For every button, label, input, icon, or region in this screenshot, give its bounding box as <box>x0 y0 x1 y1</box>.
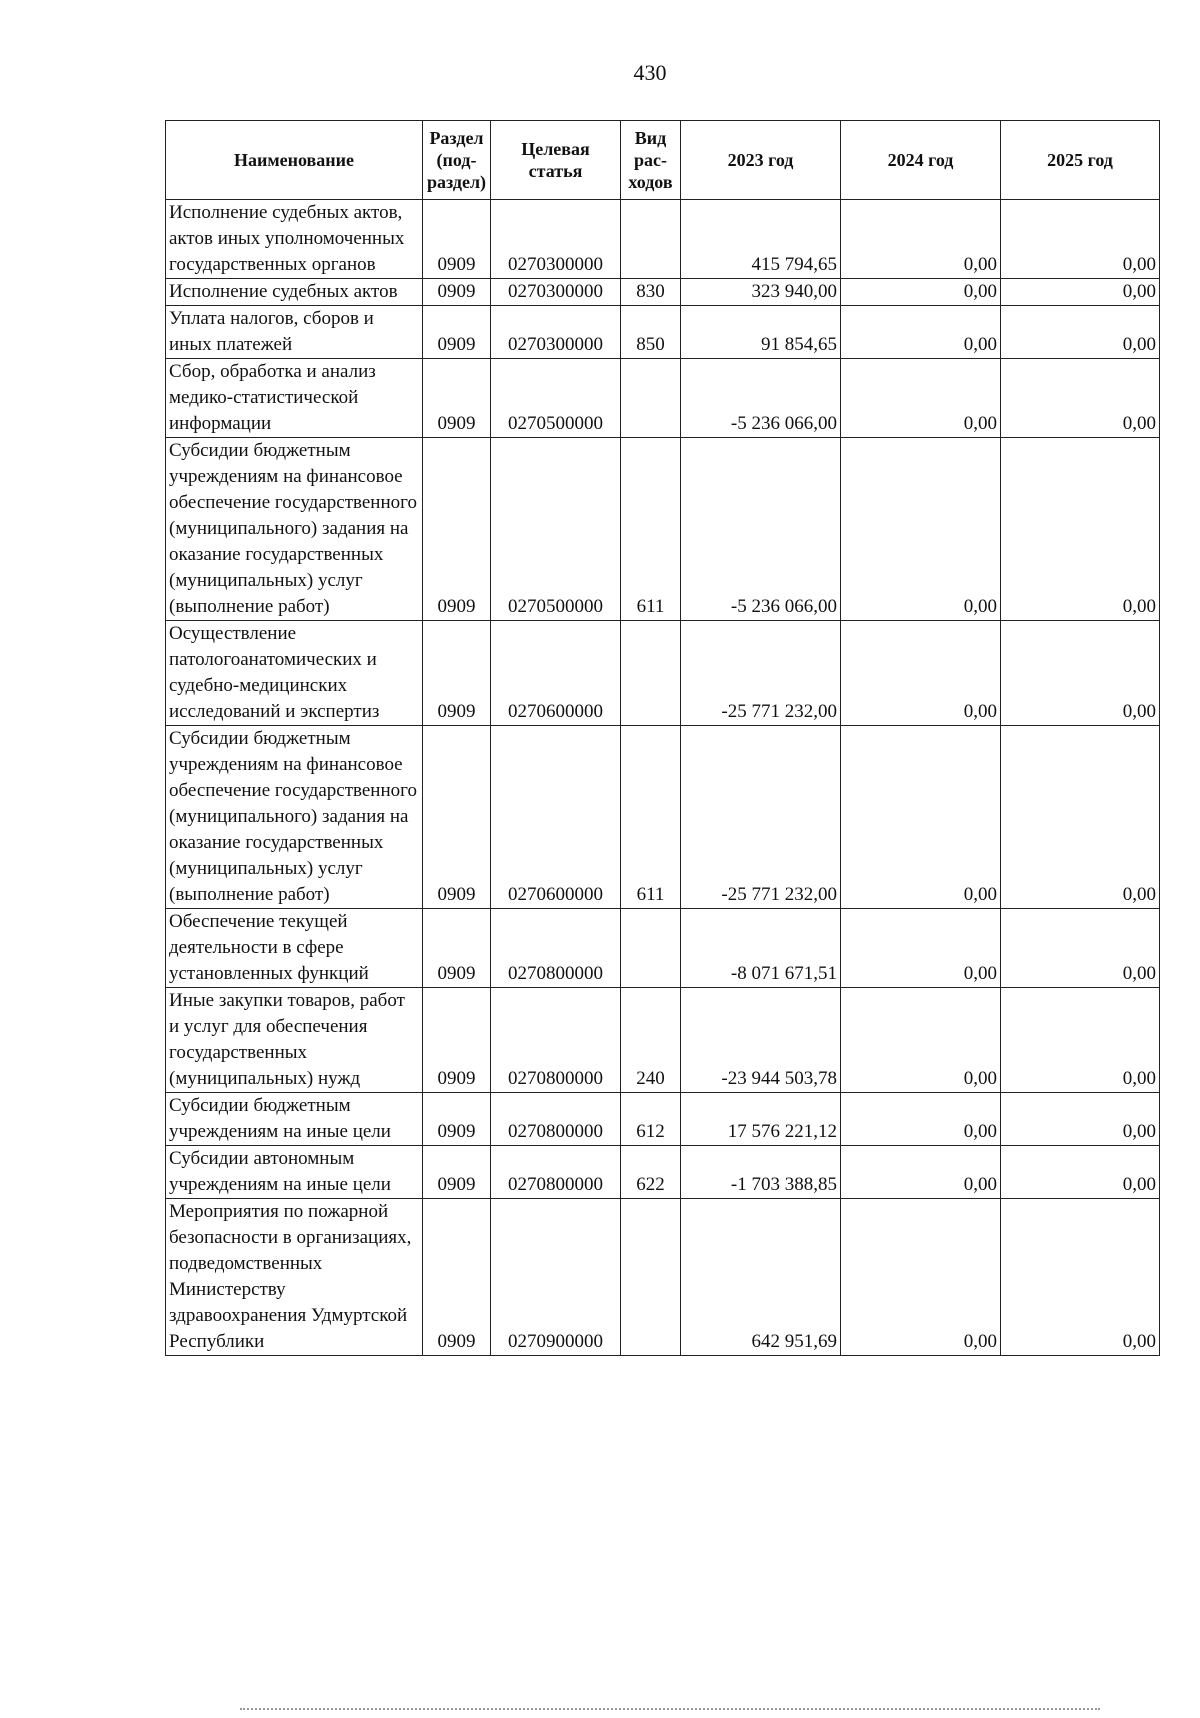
cell-kind: 622 <box>621 1146 681 1199</box>
cell-name: Субсидии автономным учреждениям на иные цели <box>166 1146 423 1199</box>
cell-2024: 0,00 <box>841 438 1001 621</box>
cell-target: 0270300000 <box>491 200 621 279</box>
cell-kind: 612 <box>621 1093 681 1146</box>
header-section: Раздел (под-раздел) <box>423 121 491 200</box>
cell-name: Осуществление патологоанатомических и судебно-медицинских исследований и экспертиз <box>166 621 423 726</box>
header-target: Целевая статья <box>491 121 621 200</box>
table-body <box>166 200 1160 1356</box>
cell-2025: 0,00 <box>1001 200 1160 279</box>
table-row <box>166 621 1160 726</box>
cell-target: 0270900000 <box>491 1199 621 1356</box>
table-row <box>166 909 1160 988</box>
cell-target: 0270800000 <box>491 1093 621 1146</box>
cell-section: 0909 <box>423 621 491 726</box>
cell-2024: 0,00 <box>841 909 1001 988</box>
cell-2024: 0,00 <box>841 1199 1001 1356</box>
cell-2024: 0,00 <box>841 279 1001 306</box>
cell-section: 0909 <box>423 909 491 988</box>
cell-2023: -1 703 388,85 <box>681 1146 841 1199</box>
cell-name: Субсидии бюджетным учреждениям на финансовое обеспечение государственного (муниципального) задания на оказание государственных (муниципальных) услуг (выполнение работ) <box>166 726 423 909</box>
header-2023: 2023 год <box>681 121 841 200</box>
cell-name: Субсидии бюджетным учреждениям на иные цели <box>166 1093 423 1146</box>
header-2025: 2025 год <box>1001 121 1160 200</box>
cell-section: 0909 <box>423 306 491 359</box>
cell-2023: 91 854,65 <box>681 306 841 359</box>
cell-section: 0909 <box>423 988 491 1093</box>
footer-divider <box>240 1708 1100 1712</box>
cell-kind: 240 <box>621 988 681 1093</box>
page-number: 430 <box>633 60 667 85</box>
cell-section: 0909 <box>423 359 491 438</box>
cell-2023: 17 576 221,12 <box>681 1093 841 1146</box>
cell-kind <box>621 1199 681 1356</box>
cell-2024: 0,00 <box>841 988 1001 1093</box>
cell-2025: 0,00 <box>1001 909 1160 988</box>
cell-2025: 0,00 <box>1001 621 1160 726</box>
cell-2023: -25 771 232,00 <box>681 621 841 726</box>
cell-2025: 0,00 <box>1001 1199 1160 1356</box>
cell-name: Сбор, обработка и анализ медико-статистической информации <box>166 359 423 438</box>
cell-section: 0909 <box>423 1199 491 1356</box>
table-row <box>166 359 1160 438</box>
cell-2023: -5 236 066,00 <box>681 359 841 438</box>
table-header <box>166 121 1160 200</box>
cell-2024: 0,00 <box>841 359 1001 438</box>
cell-2023: -23 944 503,78 <box>681 988 841 1093</box>
table-row <box>166 988 1160 1093</box>
cell-kind <box>621 200 681 279</box>
table-row <box>166 200 1160 279</box>
cell-kind <box>621 909 681 988</box>
cell-2023: 415 794,65 <box>681 200 841 279</box>
cell-name: Обеспечение текущей деятельности в сфере установленных функций <box>166 909 423 988</box>
cell-2025: 0,00 <box>1001 279 1160 306</box>
header-kind: Вид рас-ходов <box>621 121 681 200</box>
cell-2024: 0,00 <box>841 1093 1001 1146</box>
cell-2024: 0,00 <box>841 200 1001 279</box>
cell-target: 0270800000 <box>491 909 621 988</box>
cell-kind: 611 <box>621 438 681 621</box>
cell-target: 0270800000 <box>491 988 621 1093</box>
table-row <box>166 438 1160 621</box>
cell-name: Мероприятия по пожарной безопасности в организациях, подведомственных Министерству здравоохранения Удмуртской Республики <box>166 1199 423 1356</box>
cell-section: 0909 <box>423 438 491 621</box>
cell-2024: 0,00 <box>841 621 1001 726</box>
cell-target: 0270500000 <box>491 359 621 438</box>
cell-target: 0270300000 <box>491 279 621 306</box>
cell-name: Субсидии бюджетным учреждениям на финансовое обеспечение государственного (муниципального) задания на оказание государственных (муниципальных) услуг (выполнение работ) <box>166 438 423 621</box>
cell-kind <box>621 621 681 726</box>
cell-2023: -8 071 671,51 <box>681 909 841 988</box>
cell-target: 0270600000 <box>491 621 621 726</box>
cell-2024: 0,00 <box>841 726 1001 909</box>
cell-2023: -25 771 232,00 <box>681 726 841 909</box>
cell-section: 0909 <box>423 1146 491 1199</box>
cell-2023: 323 940,00 <box>681 279 841 306</box>
cell-target: 0270800000 <box>491 1146 621 1199</box>
budget-table <box>165 120 1160 1356</box>
cell-name: Уплата налогов, сборов и иных платежей <box>166 306 423 359</box>
table-row <box>166 726 1160 909</box>
cell-2025: 0,00 <box>1001 359 1160 438</box>
cell-name: Исполнение судебных актов <box>166 279 423 306</box>
cell-name: Иные закупки товаров, работ и услуг для обеспечения государственных (муниципальных) нужд <box>166 988 423 1093</box>
cell-target: 0270600000 <box>491 726 621 909</box>
table-row <box>166 1199 1160 1356</box>
header-name: Наименование <box>166 121 423 200</box>
table-row <box>166 306 1160 359</box>
cell-2023: -5 236 066,00 <box>681 438 841 621</box>
cell-2025: 0,00 <box>1001 988 1160 1093</box>
cell-kind: 830 <box>621 279 681 306</box>
cell-2025: 0,00 <box>1001 1093 1160 1146</box>
cell-kind <box>621 359 681 438</box>
cell-section: 0909 <box>423 726 491 909</box>
cell-2025: 0,00 <box>1001 438 1160 621</box>
cell-2024: 0,00 <box>841 306 1001 359</box>
cell-target: 0270300000 <box>491 306 621 359</box>
cell-kind: 850 <box>621 306 681 359</box>
cell-2024: 0,00 <box>841 1146 1001 1199</box>
cell-section: 0909 <box>423 1093 491 1146</box>
cell-section: 0909 <box>423 279 491 306</box>
cell-kind: 611 <box>621 726 681 909</box>
table-row <box>166 1146 1160 1199</box>
header-2024: 2024 год <box>841 121 1001 200</box>
table-row <box>166 279 1160 306</box>
cell-2025: 0,00 <box>1001 1146 1160 1199</box>
cell-2025: 0,00 <box>1001 726 1160 909</box>
cell-2023: 642 951,69 <box>681 1199 841 1356</box>
cell-target: 0270500000 <box>491 438 621 621</box>
cell-section: 0909 <box>423 200 491 279</box>
table-row <box>166 1093 1160 1146</box>
cell-2025: 0,00 <box>1001 306 1160 359</box>
cell-name: Исполнение судебных актов, актов иных уполномоченных государственных органов <box>166 200 423 279</box>
